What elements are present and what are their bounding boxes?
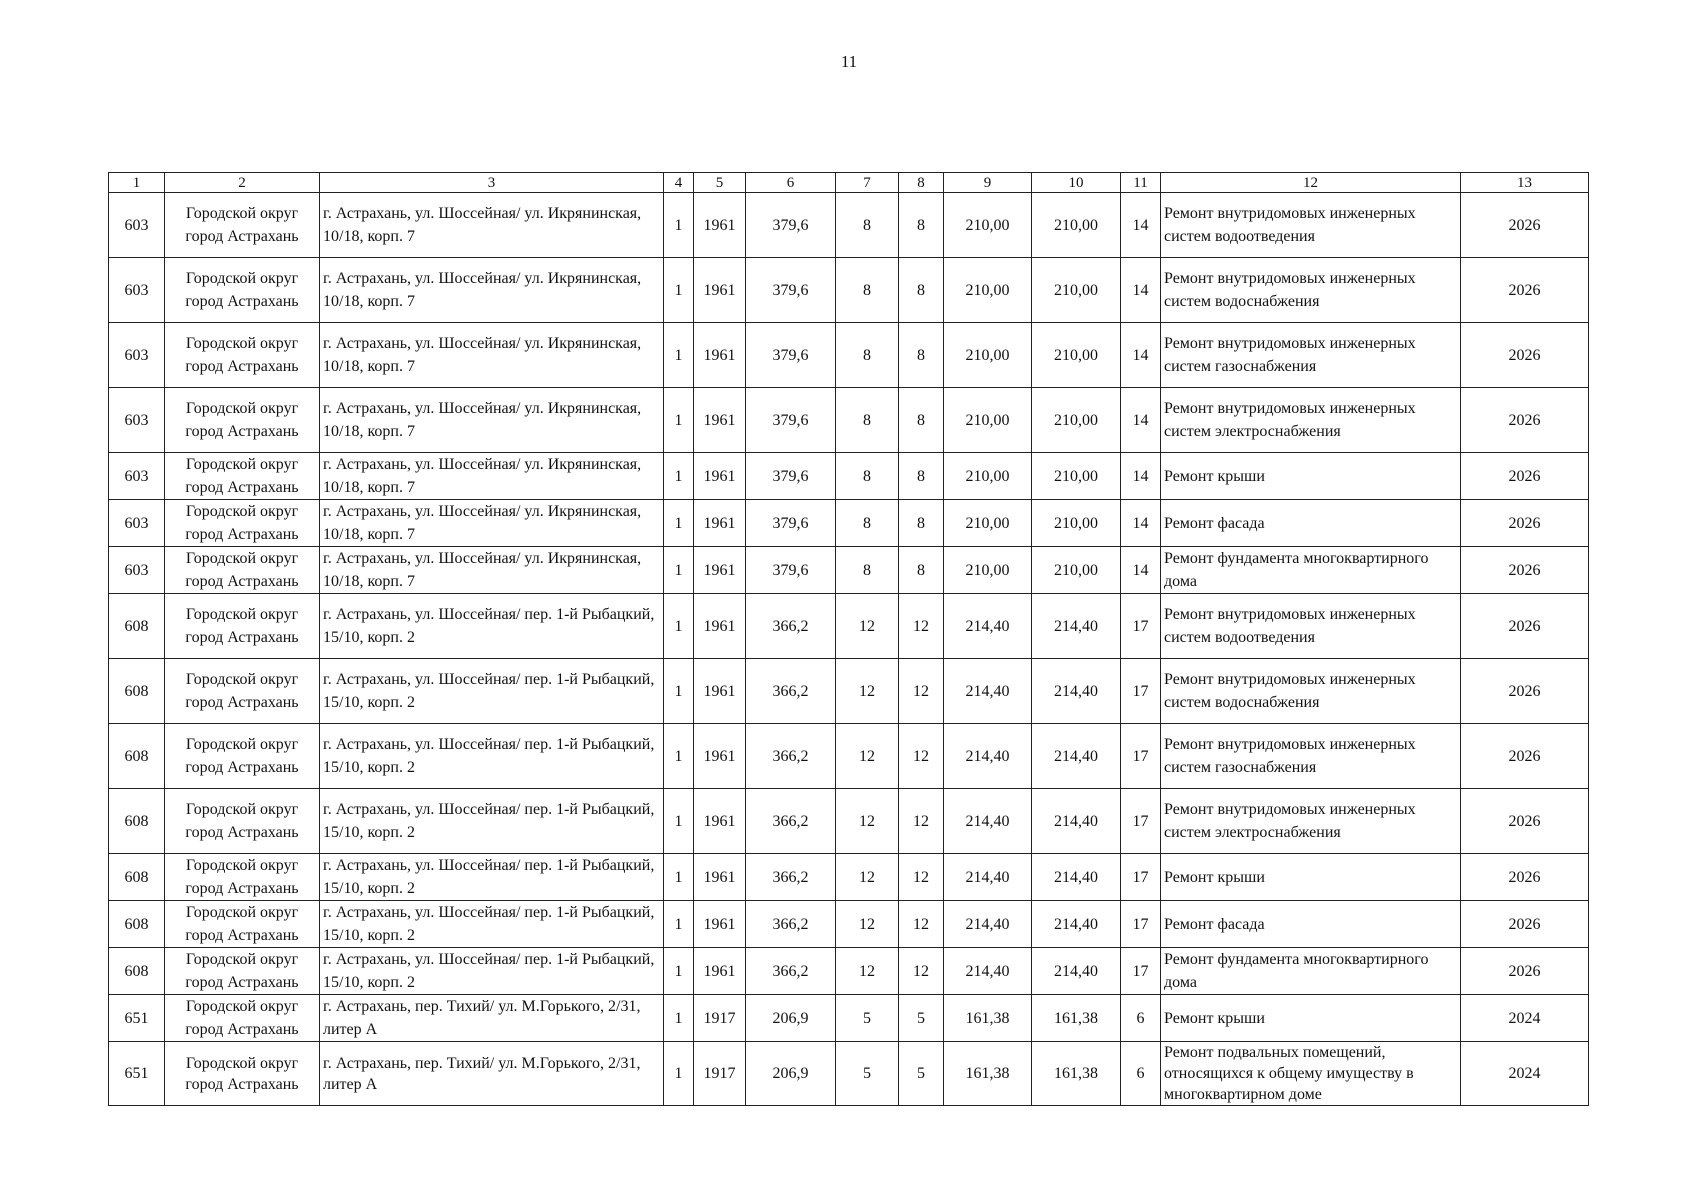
cell-col-11: 14: [1121, 547, 1161, 594]
table-row: [109, 547, 1589, 594]
cell-work-type: Ремонт внутридомовых инженерных систем водоснабжения: [1161, 258, 1461, 323]
cell-cost-fund: 214,40: [1032, 724, 1121, 789]
table-row: [109, 854, 1589, 901]
cell-cost-total: 214,40: [944, 948, 1032, 995]
cell-cost-total: 210,00: [944, 453, 1032, 500]
cell-plan-year: 2026: [1461, 500, 1589, 547]
cell-area: 366,2: [746, 854, 836, 901]
cell-count: 1: [664, 547, 694, 594]
cell-count: 1: [664, 995, 694, 1042]
cell-cost-fund: 210,00: [1032, 258, 1121, 323]
cell-cost-total: 161,38: [944, 1042, 1032, 1106]
cell-col-11: 17: [1121, 724, 1161, 789]
cell-year-built: 1961: [694, 193, 746, 258]
cell-cost-total: 210,00: [944, 547, 1032, 594]
cell-col-8: 5: [899, 995, 944, 1042]
cell-row-number: 608: [109, 789, 165, 854]
cell-row-number: 608: [109, 901, 165, 948]
cell-col-11: 14: [1121, 500, 1161, 547]
cell-municipality: Городской округ город Астрахань: [165, 388, 320, 453]
cell-count: 1: [664, 500, 694, 547]
cell-col-7: 12: [836, 594, 899, 659]
cell-col-11: 17: [1121, 948, 1161, 995]
cell-count: 1: [664, 323, 694, 388]
cell-col-11: 17: [1121, 659, 1161, 724]
cell-plan-year: 2026: [1461, 594, 1589, 659]
cell-municipality: Городской округ город Астрахань: [165, 323, 320, 388]
cell-col-8: 12: [899, 854, 944, 901]
cell-municipality: Городской округ город Астрахань: [165, 995, 320, 1042]
cell-cost-fund: 214,40: [1032, 901, 1121, 948]
cell-row-number: 603: [109, 323, 165, 388]
cell-municipality: Городской округ город Астрахань: [165, 594, 320, 659]
cell-col-8: 8: [899, 388, 944, 453]
cell-col-8: 8: [899, 500, 944, 547]
cell-col-7: 8: [836, 547, 899, 594]
cell-plan-year: 2026: [1461, 659, 1589, 724]
cell-work-type: Ремонт внутридомовых инженерных систем водоснабжения: [1161, 659, 1461, 724]
cell-col-7: 5: [836, 1042, 899, 1106]
cell-col-8: 8: [899, 193, 944, 258]
cell-area: 206,9: [746, 995, 836, 1042]
column-header-7: 7: [836, 173, 899, 193]
cell-cost-fund: 214,40: [1032, 854, 1121, 901]
cell-cost-total: 214,40: [944, 901, 1032, 948]
cell-year-built: 1961: [694, 854, 746, 901]
cell-count: 1: [664, 453, 694, 500]
cell-address: г. Астрахань, ул. Шоссейная/ ул. Икрянинская, 10/18, корп. 7: [320, 547, 664, 594]
table-row: [109, 789, 1589, 854]
cell-col-11: 14: [1121, 193, 1161, 258]
cell-address: г. Астрахань, пер. Тихий/ ул. М.Горького, 2/31, литер А: [320, 1042, 664, 1106]
table-header-row: [109, 173, 1589, 193]
cell-cost-fund: 210,00: [1032, 388, 1121, 453]
cell-address: г. Астрахань, ул. Шоссейная/ ул. Икрянинская, 10/18, корп. 7: [320, 193, 664, 258]
cell-address: г. Астрахань, ул. Шоссейная/ пер. 1-й Рыбацкий, 15/10, корп. 2: [320, 854, 664, 901]
cell-address: г. Астрахань, ул. Шоссейная/ пер. 1-й Рыбацкий, 15/10, корп. 2: [320, 659, 664, 724]
cell-col-8: 8: [899, 323, 944, 388]
cell-cost-total: 214,40: [944, 594, 1032, 659]
cell-col-7: 12: [836, 724, 899, 789]
column-header-2: 2: [165, 173, 320, 193]
cell-cost-fund: 210,00: [1032, 323, 1121, 388]
cell-plan-year: 2026: [1461, 453, 1589, 500]
cell-municipality: Городской округ город Астрахань: [165, 948, 320, 995]
cell-cost-total: 210,00: [944, 500, 1032, 547]
column-header-8: 8: [899, 173, 944, 193]
cell-col-11: 6: [1121, 1042, 1161, 1106]
cell-col-11: 17: [1121, 854, 1161, 901]
cell-count: 1: [664, 854, 694, 901]
cell-year-built: 1961: [694, 500, 746, 547]
cell-count: 1: [664, 948, 694, 995]
cell-municipality: Городской округ город Астрахань: [165, 258, 320, 323]
cell-municipality: Городской округ город Астрахань: [165, 854, 320, 901]
table-row: [109, 901, 1589, 948]
cell-municipality: Городской округ город Астрахань: [165, 724, 320, 789]
cell-cost-total: 210,00: [944, 323, 1032, 388]
cell-col-7: 8: [836, 388, 899, 453]
cell-work-type: Ремонт внутридомовых инженерных систем газоснабжения: [1161, 323, 1461, 388]
cell-col-7: 12: [836, 901, 899, 948]
cell-address: г. Астрахань, ул. Шоссейная/ пер. 1-й Рыбацкий, 15/10, корп. 2: [320, 789, 664, 854]
cell-work-type: Ремонт внутридомовых инженерных систем газоснабжения: [1161, 724, 1461, 789]
cell-col-11: 17: [1121, 789, 1161, 854]
cell-cost-total: 210,00: [944, 193, 1032, 258]
cell-count: 1: [664, 193, 694, 258]
cell-area: 366,2: [746, 724, 836, 789]
cell-area: 379,6: [746, 258, 836, 323]
cell-work-type: Ремонт фундамента многоквартирного дома: [1161, 948, 1461, 995]
cell-col-11: 14: [1121, 258, 1161, 323]
cell-col-8: 12: [899, 594, 944, 659]
cell-plan-year: 2024: [1461, 995, 1589, 1042]
cell-col-11: 14: [1121, 388, 1161, 453]
cell-work-type: Ремонт крыши: [1161, 995, 1461, 1042]
cell-col-8: 5: [899, 1042, 944, 1106]
cell-col-8: 12: [899, 789, 944, 854]
cell-address: г. Астрахань, ул. Шоссейная/ ул. Икрянинская, 10/18, корп. 7: [320, 388, 664, 453]
cell-year-built: 1917: [694, 995, 746, 1042]
cell-count: 1: [664, 388, 694, 453]
cell-municipality: Городской округ город Астрахань: [165, 659, 320, 724]
cell-year-built: 1961: [694, 789, 746, 854]
table-row: [109, 724, 1589, 789]
table-row: [109, 948, 1589, 995]
cell-address: г. Астрахань, пер. Тихий/ ул. М.Горького, 2/31, литер А: [320, 995, 664, 1042]
cell-cost-fund: 210,00: [1032, 547, 1121, 594]
cell-col-7: 8: [836, 193, 899, 258]
cell-plan-year: 2026: [1461, 901, 1589, 948]
cell-col-8: 12: [899, 901, 944, 948]
cell-col-11: 17: [1121, 594, 1161, 659]
cell-col-7: 5: [836, 995, 899, 1042]
cell-address: г. Астрахань, ул. Шоссейная/ ул. Икрянинская, 10/18, корп. 7: [320, 500, 664, 547]
cell-row-number: 651: [109, 1042, 165, 1106]
cell-row-number: 608: [109, 948, 165, 995]
cell-count: 1: [664, 901, 694, 948]
cell-municipality: Городской округ город Астрахань: [165, 193, 320, 258]
page-number: 11: [840, 52, 858, 71]
cell-col-8: 12: [899, 948, 944, 995]
table-body: [109, 193, 1589, 1106]
cell-plan-year: 2026: [1461, 547, 1589, 594]
cell-area: 379,6: [746, 500, 836, 547]
cell-year-built: 1961: [694, 594, 746, 659]
cell-col-8: 8: [899, 547, 944, 594]
cell-address: г. Астрахань, ул. Шоссейная/ ул. Икрянинская, 10/18, корп. 7: [320, 323, 664, 388]
cell-municipality: Городской округ город Астрахань: [165, 1042, 320, 1106]
cell-year-built: 1961: [694, 901, 746, 948]
cell-row-number: 603: [109, 258, 165, 323]
cell-col-8: 12: [899, 659, 944, 724]
cell-area: 379,6: [746, 323, 836, 388]
table-row: [109, 258, 1589, 323]
column-header-4: 4: [664, 173, 694, 193]
cell-cost-total: 214,40: [944, 854, 1032, 901]
column-header-9: 9: [944, 173, 1032, 193]
cell-year-built: 1961: [694, 258, 746, 323]
cell-work-type: Ремонт крыши: [1161, 453, 1461, 500]
cell-count: 1: [664, 594, 694, 659]
cell-address: г. Астрахань, ул. Шоссейная/ пер. 1-й Рыбацкий, 15/10, корп. 2: [320, 594, 664, 659]
cell-municipality: Городской округ город Астрахань: [165, 453, 320, 500]
cell-work-type: Ремонт внутридомовых инженерных систем электроснабжения: [1161, 388, 1461, 453]
table-row: [109, 995, 1589, 1042]
cell-cost-fund: 214,40: [1032, 948, 1121, 995]
cell-address: г. Астрахань, ул. Шоссейная/ пер. 1-й Рыбацкий, 15/10, корп. 2: [320, 724, 664, 789]
column-header-3: 3: [320, 173, 664, 193]
table-row: [109, 500, 1589, 547]
cell-cost-fund: 210,00: [1032, 500, 1121, 547]
cell-municipality: Городской округ город Астрахань: [165, 789, 320, 854]
cell-year-built: 1961: [694, 453, 746, 500]
cell-col-8: 8: [899, 258, 944, 323]
cell-col-7: 8: [836, 258, 899, 323]
cell-row-number: 651: [109, 995, 165, 1042]
cell-row-number: 603: [109, 193, 165, 258]
cell-area: 379,6: [746, 193, 836, 258]
cell-count: 1: [664, 1042, 694, 1106]
cell-area: 379,6: [746, 388, 836, 453]
cell-count: 1: [664, 724, 694, 789]
cell-year-built: 1961: [694, 948, 746, 995]
cell-plan-year: 2026: [1461, 789, 1589, 854]
cell-col-11: 17: [1121, 901, 1161, 948]
column-header-12: 12: [1161, 173, 1461, 193]
table-row: [109, 594, 1589, 659]
cell-address: г. Астрахань, ул. Шоссейная/ пер. 1-й Рыбацкий, 15/10, корп. 2: [320, 948, 664, 995]
column-header-1: 1: [109, 173, 165, 193]
cell-col-7: 8: [836, 453, 899, 500]
table-row: [109, 323, 1589, 388]
cell-plan-year: 2024: [1461, 1042, 1589, 1106]
cell-col-7: 12: [836, 854, 899, 901]
cell-year-built: 1961: [694, 659, 746, 724]
cell-area: 366,2: [746, 594, 836, 659]
cell-plan-year: 2026: [1461, 854, 1589, 901]
cell-cost-fund: 161,38: [1032, 1042, 1121, 1106]
cell-cost-fund: 161,38: [1032, 995, 1121, 1042]
cell-work-type: Ремонт внутридомовых инженерных систем водоотведения: [1161, 193, 1461, 258]
cell-address: г. Астрахань, ул. Шоссейная/ ул. Икрянинская, 10/18, корп. 7: [320, 453, 664, 500]
cell-row-number: 608: [109, 594, 165, 659]
column-header-13: 13: [1461, 173, 1589, 193]
cell-work-type: Ремонт подвальных помещений, относящихся к общему имуществу в многоквартирном доме: [1161, 1042, 1461, 1106]
column-header-11: 11: [1121, 173, 1161, 193]
table-row: [109, 1042, 1589, 1106]
column-header-10: 10: [1032, 173, 1121, 193]
table-row: [109, 193, 1589, 258]
cell-cost-total: 161,38: [944, 995, 1032, 1042]
cell-address: г. Астрахань, ул. Шоссейная/ пер. 1-й Рыбацкий, 15/10, корп. 2: [320, 901, 664, 948]
cell-plan-year: 2026: [1461, 323, 1589, 388]
cell-row-number: 603: [109, 453, 165, 500]
cell-municipality: Городской округ город Астрахань: [165, 500, 320, 547]
table-row: [109, 659, 1589, 724]
cell-year-built: 1917: [694, 1042, 746, 1106]
cell-col-7: 12: [836, 948, 899, 995]
cell-cost-fund: 210,00: [1032, 193, 1121, 258]
cell-col-11: 14: [1121, 453, 1161, 500]
cell-plan-year: 2026: [1461, 388, 1589, 453]
cell-work-type: Ремонт фасада: [1161, 500, 1461, 547]
cell-municipality: Городской округ город Астрахань: [165, 547, 320, 594]
cell-row-number: 603: [109, 388, 165, 453]
cell-plan-year: 2026: [1461, 193, 1589, 258]
cell-cost-total: 214,40: [944, 724, 1032, 789]
cell-area: 366,2: [746, 789, 836, 854]
cell-col-7: 8: [836, 323, 899, 388]
cell-col-7: 8: [836, 500, 899, 547]
cell-count: 1: [664, 659, 694, 724]
cell-cost-fund: 214,40: [1032, 659, 1121, 724]
cell-cost-fund: 210,00: [1032, 453, 1121, 500]
table-row: [109, 453, 1589, 500]
cell-year-built: 1961: [694, 724, 746, 789]
cell-col-7: 12: [836, 789, 899, 854]
cell-col-8: 12: [899, 724, 944, 789]
cell-year-built: 1961: [694, 547, 746, 594]
cell-area: 366,2: [746, 659, 836, 724]
cell-col-11: 14: [1121, 323, 1161, 388]
cell-cost-total: 210,00: [944, 258, 1032, 323]
cell-col-8: 8: [899, 453, 944, 500]
cell-work-type: Ремонт крыши: [1161, 854, 1461, 901]
cell-count: 1: [664, 789, 694, 854]
cell-cost-total: 214,40: [944, 659, 1032, 724]
table-row: [109, 388, 1589, 453]
cell-plan-year: 2026: [1461, 258, 1589, 323]
cell-row-number: 603: [109, 500, 165, 547]
cell-area: 379,6: [746, 547, 836, 594]
cell-cost-total: 210,00: [944, 388, 1032, 453]
cell-plan-year: 2026: [1461, 724, 1589, 789]
cell-work-type: Ремонт фасада: [1161, 901, 1461, 948]
cell-col-7: 12: [836, 659, 899, 724]
column-header-5: 5: [694, 173, 746, 193]
cell-count: 1: [664, 258, 694, 323]
cell-row-number: 608: [109, 854, 165, 901]
cell-area: 366,2: [746, 948, 836, 995]
cell-cost-total: 214,40: [944, 789, 1032, 854]
registry-table: [108, 172, 1589, 1106]
cell-row-number: 608: [109, 659, 165, 724]
cell-col-11: 6: [1121, 995, 1161, 1042]
cell-work-type: Ремонт внутридомовых инженерных систем электроснабжения: [1161, 789, 1461, 854]
cell-work-type: Ремонт внутридомовых инженерных систем водоотведения: [1161, 594, 1461, 659]
cell-municipality: Городской округ город Астрахань: [165, 901, 320, 948]
cell-cost-fund: 214,40: [1032, 594, 1121, 659]
cell-work-type: Ремонт фундамента многоквартирного дома: [1161, 547, 1461, 594]
cell-area: 379,6: [746, 453, 836, 500]
cell-row-number: 608: [109, 724, 165, 789]
cell-plan-year: 2026: [1461, 948, 1589, 995]
cell-cost-fund: 214,40: [1032, 789, 1121, 854]
cell-year-built: 1961: [694, 388, 746, 453]
cell-address: г. Астрахань, ул. Шоссейная/ ул. Икрянинская, 10/18, корп. 7: [320, 258, 664, 323]
cell-year-built: 1961: [694, 323, 746, 388]
cell-area: 366,2: [746, 901, 836, 948]
cell-row-number: 603: [109, 547, 165, 594]
column-header-6: 6: [746, 173, 836, 193]
cell-area: 206,9: [746, 1042, 836, 1106]
